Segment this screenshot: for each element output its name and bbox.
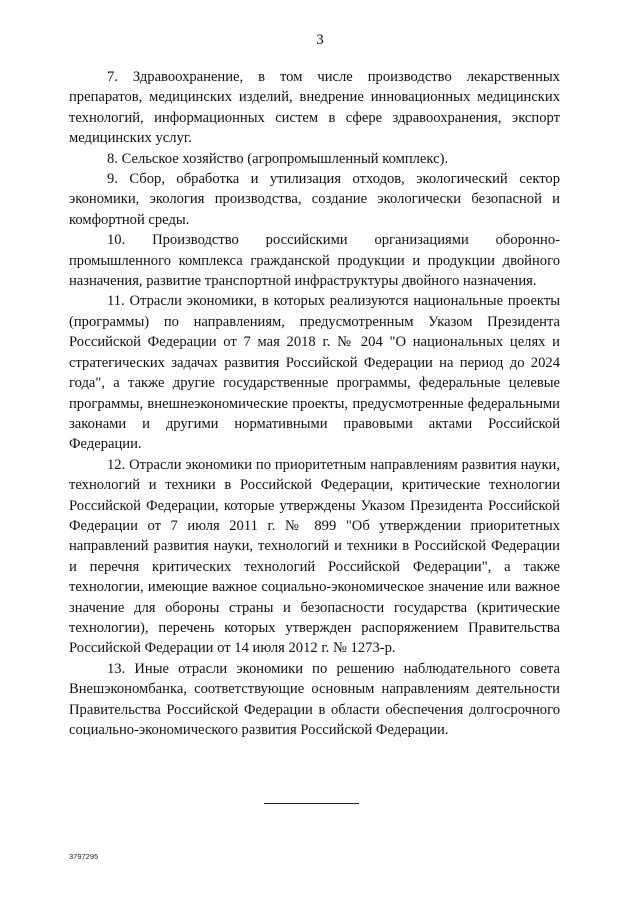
paragraph-item-9: 9. Сбор, обработка и утилизация отходов, экологический сектор экономики, экология производства, создание экологически безопасной и комфортной среды. (69, 171, 560, 228)
paragraph-item-11: 11. Отрасли экономики, в которых реализуются национальные проекты (программы) по направлениям, предусмотренным Указом Президента Российской Федерации от 7 мая 2018 г. № 204 "О национальных целях и стратегических задачах развития Российской Федерации на период до 2024 года", а также другие государственные программы, федеральные целевые программы, внешнеэкономические проекты, предусмотренные федеральными законами и другими нормативными правовыми актами Российской Федерации. (69, 293, 560, 453)
document-body (69, 67, 560, 740)
paragraph-item-12: 12. Отрасли экономики по приоритетным направлениям развития науки, технологий и техники в Российской Федерации, критические технологии Российской Федерации, которые утверждены Указом Президента Российской Федерации от 7 июля 2011 г. № 899 "Об утверждении приоритетных направлений развития науки, технологий и техники в Российской Федерации и перечня критических технологий Российской Федерации", а также технологии, имеющие важное социально-экономическое значение или важное значение для обороны страны и безопасности государства (критические технологии), перечень которых утвержден распоряжением Правительства Российской Федерации от 14 июля 2012 г. № 1273-р. (69, 456, 560, 657)
paragraph-item-7: 7. Здравоохранение, в том числе производство лекарственных препаратов, медицинских изделий, внедрение инновационных медицинских технологий, информационных систем в сфере здравоохранения, экспорт медицинских услуг. (69, 69, 560, 147)
paragraph-item-8: 8. Сельское хозяйство (агропромышленный комплекс). (107, 150, 449, 167)
paragraph-item-10: 10. Производство российскими организациями оборонно-промышленного комплекса гражданской продукции и продукции двойного назначения, развитие транспортной инфраструктуры двойного назначения. (69, 232, 560, 290)
paragraph-item-13: 13. Иные отрасли экономики по решению наблюдательного совета Внешэкономбанка, соответствующие основным направлениям деятельности Правительства Российской Федерации в области обеспечения долгосрочного социально-экономического развития Российской Федерации. (69, 660, 560, 738)
document-code: 3797295 (69, 852, 99, 861)
end-divider (264, 803, 359, 804)
page-number: 3 (316, 32, 324, 48)
